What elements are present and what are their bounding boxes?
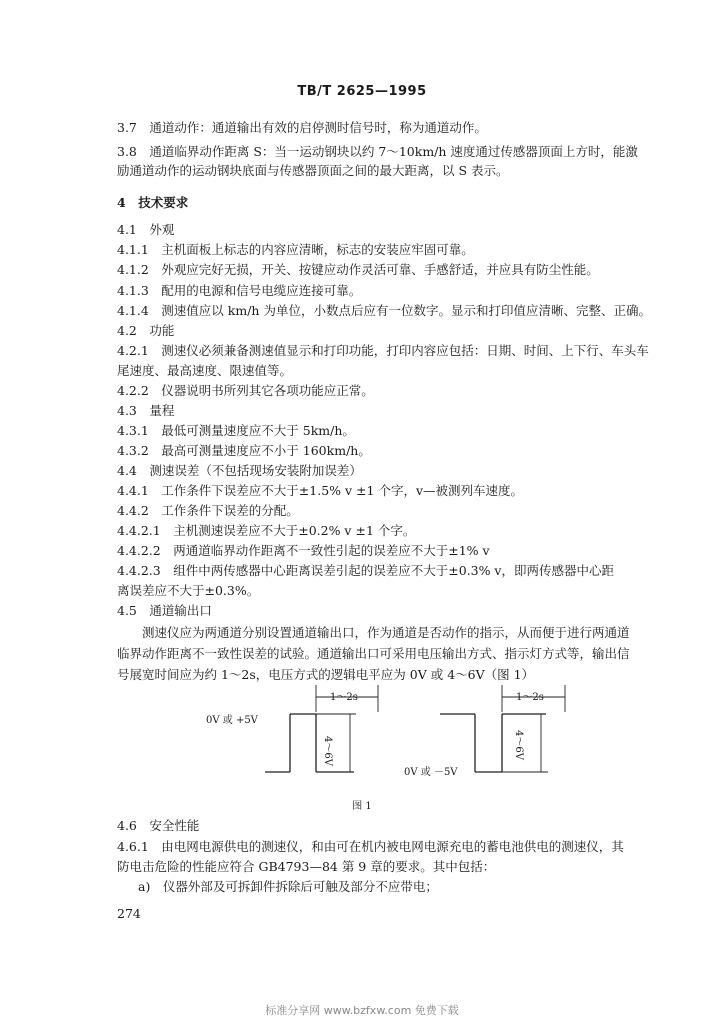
right-pulse-width-label: 1～2s (516, 692, 544, 703)
left-pulse-width-label: 1～2s (330, 692, 358, 703)
standard-number-header: TB/T 2625—1995 (297, 84, 427, 99)
clause-4-5-body-1: 测速仪应为两通道分别设置通道输出口，作为通道是否动作的指示，从而便于进行两通道 (142, 625, 630, 640)
clause-4-2: 4.2 功能 (117, 323, 175, 338)
clause-4-5-body-3: 号展宽时间应为约 1～2s，电压方式的逻辑电平应为 0V 或 4～6V（图 1） (117, 667, 535, 682)
left-pulse-waveform (265, 714, 354, 772)
watermark-footer: 标准分享网 www.bzfxw.com 免费下载 (265, 1004, 459, 1017)
section-4-heading: 4 技术要求 (117, 195, 189, 210)
clause-4-4-2-1: 4.4.2.1 主机测速误差应不大于±0.2% v ±1 个字。 (117, 523, 416, 538)
figure-caption: 图 1 (352, 801, 372, 812)
clause-4-2-2: 4.2.2 仪器说明书所列其它各项功能应正常。 (117, 383, 374, 398)
clause-4-1: 4.1 外观 (117, 222, 175, 237)
clause-4-4-2-3: 4.4.2.3 组件中两传感器中心距离误差引起的误差应不大于±0.3% v，即两传感器中心距 (117, 563, 614, 578)
clause-4-6-1-item-a: a) 仪器外部及可拆卸件拆除后可触及部分不应带电； (138, 879, 438, 894)
clause-3-8: 3.8 通道临界动作距离 S：当一运动钢块以约 7～10km/h 速度通过传感器顶面上方时，能激 (117, 144, 638, 159)
clause-4-4-2-2: 4.4.2.2 两通道临界动作距离不一致性引起的误差应不大于±1% v (117, 543, 490, 558)
clause-4-4-2-3-cont: 离误差应不大于±0.3%。 (117, 583, 260, 598)
clause-4-6-1-cont: 防电击危险的性能应符合 GB4793—84 第 9 章的要求。其中包括： (117, 859, 496, 874)
clause-4-3-2: 4.3.2 最高可测量速度应不小于 160km/h。 (117, 443, 371, 458)
right-level-label: 0V 或 －5V (404, 767, 458, 778)
clause-4-4: 4.4 测速误差（不包括现场安装附加误差） (117, 463, 362, 478)
clause-4-6: 4.6 安全性能 (117, 818, 200, 833)
clause-4-4-2: 4.4.2 工作条件下误差的分配。 (117, 503, 299, 518)
clause-4-3: 4.3 量程 (117, 403, 175, 418)
clause-4-1-2: 4.1.2 外观应完好无损，开关、按键应动作灵活可靠、手感舒适，并应具有防尘性能。 (117, 262, 599, 277)
clause-4-4-1: 4.4.1 工作条件下误差应不大于±1.5% v ±1 个字，v—被测列车速度。 (117, 483, 524, 498)
clause-4-2-1-cont: 尾速度、最高速度、限速值等。 (117, 363, 293, 378)
clause-4-1-4: 4.1.4 测速值应以 km/h 为单位，小数点后应有一位数字。显示和打印值应清晰、完整、正确。 (117, 303, 651, 318)
clause-4-1-3: 4.1.3 配用的电源和信号电缆应连接可靠。 (117, 283, 362, 298)
right-amplitude-label: 4～6V (513, 730, 524, 760)
left-amplitude-label: 4～6V (322, 736, 333, 766)
clause-3-7: 3.7 通道动作：通道输出有效的启停测时信号时，称为通道动作。 (117, 120, 487, 135)
clause-4-2-1: 4.2.1 测速仪必须兼备测速值显示和打印功能，打印内容应包括：日期、时间、上下行、车头车 (117, 343, 649, 358)
clause-4-1-1: 4.1.1 主机面板上标志的内容应清晰，标志的安装应牢固可靠。 (117, 242, 474, 257)
clause-4-5-body-2: 临界动作距离不一致性误差的试验。通道输出口可采用电压输出方式、指示灯方式等，输出信 (117, 646, 630, 661)
clause-4-6-1: 4.6.1 由电网电源供电的测速仪，和由可在机内被电网电源充电的蓄电池供电的测速仪，其 (117, 839, 624, 854)
clause-4-5: 4.5 通道输出口 (117, 603, 212, 618)
clause-4-3-1: 4.3.1 最低可测量速度应不大于 5km/h。 (117, 423, 355, 438)
clause-3-8-cont: 励通道动作的运动钢块底面与传感器顶面之间的最大距离，以 S 表示。 (117, 163, 509, 178)
page-number: 274 (117, 906, 141, 921)
left-level-label: 0V 或 +5V (206, 715, 258, 726)
